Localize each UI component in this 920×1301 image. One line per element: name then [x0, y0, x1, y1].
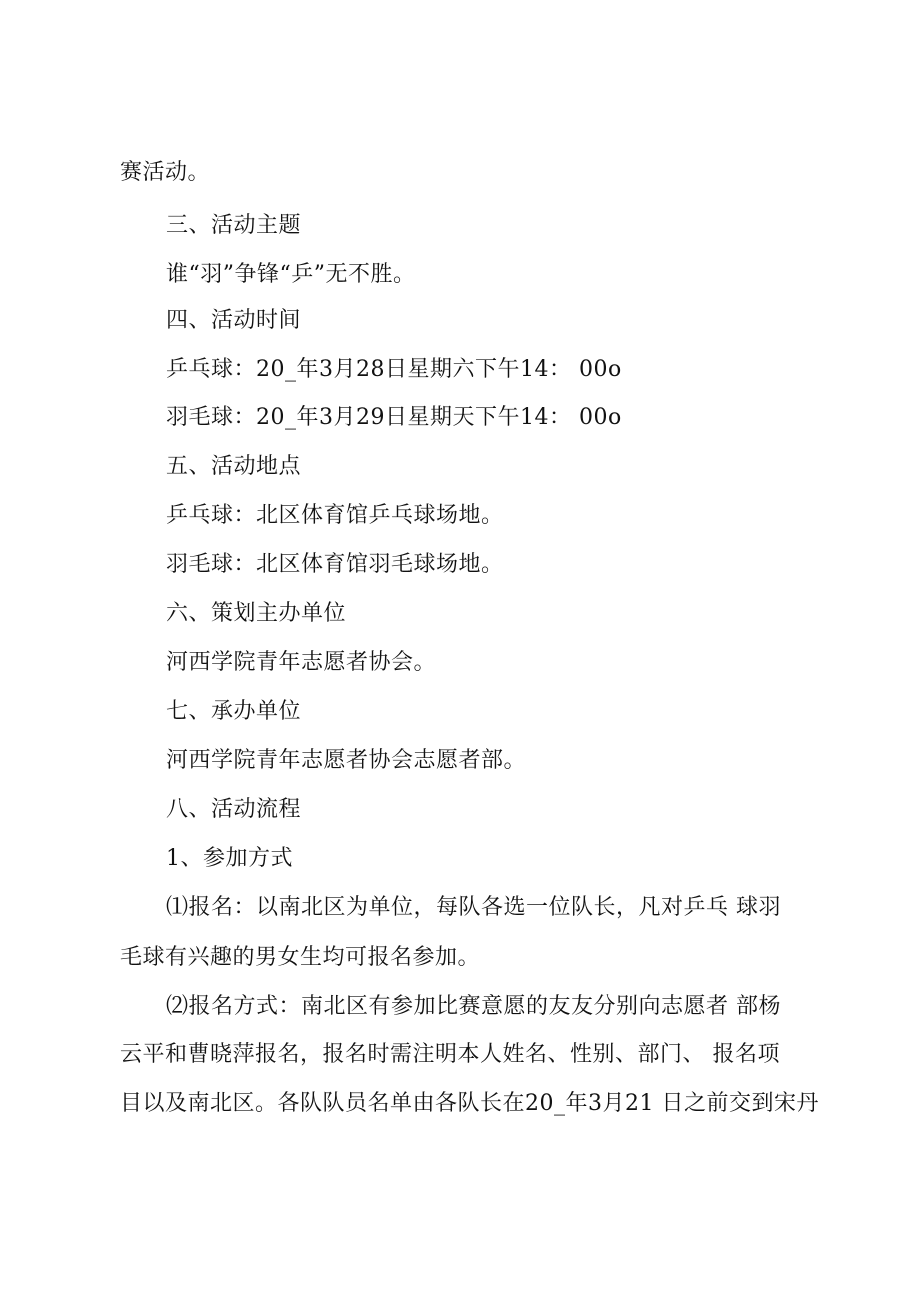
text-line: 目以及南北区。各队队员名单由各队长在20_年3月21 日之前交到宋丹: [120, 1091, 819, 1116]
text-line: 谁“羽”争锋“乒”无不胜。: [166, 262, 416, 287]
text-line: 毛球有兴趣的男女生均可报名参加。: [120, 945, 481, 970]
text-line: 乒乓球：北区体育馆乒乓球场地。: [166, 503, 504, 528]
section-heading-process: 八、活动流程: [166, 797, 302, 822]
text-line: 羽毛球：北区体育馆羽毛球场地。: [166, 552, 504, 577]
text-line: ⑴报名：以南北区为单位，每队各选一位队长，凡对乒乓 球羽: [166, 895, 781, 920]
text-line: 河西学院青年志愿者协会志愿者部。: [166, 748, 527, 773]
subsection-heading: 1、参加方式: [166, 846, 293, 871]
section-heading-time: 四、活动时间: [166, 308, 302, 333]
text-line: 乒乓球：20_年3月28日星期六下午14： 00o: [166, 357, 622, 382]
text-line: 云平和曹晓萍报名，报名时需注明本人姓名、性别、部门、 报名项: [120, 1042, 780, 1067]
section-heading-location: 五、活动地点: [166, 454, 302, 479]
text-line: 赛活动。: [120, 160, 211, 185]
section-heading-theme: 三、活动主题: [166, 213, 302, 238]
text-line: 羽毛球：20_年3月29日星期天下午14： 00o: [166, 405, 622, 430]
text-line: 河西学院青年志愿者协会。: [166, 650, 437, 675]
text-line: ⑵报名方式：南北区有参加比赛意愿的友友分别向志愿者 部杨: [166, 994, 781, 1019]
section-heading-co-organizer: 七、承办单位: [166, 699, 302, 724]
section-heading-organizer: 六、策划主办单位: [166, 601, 347, 626]
